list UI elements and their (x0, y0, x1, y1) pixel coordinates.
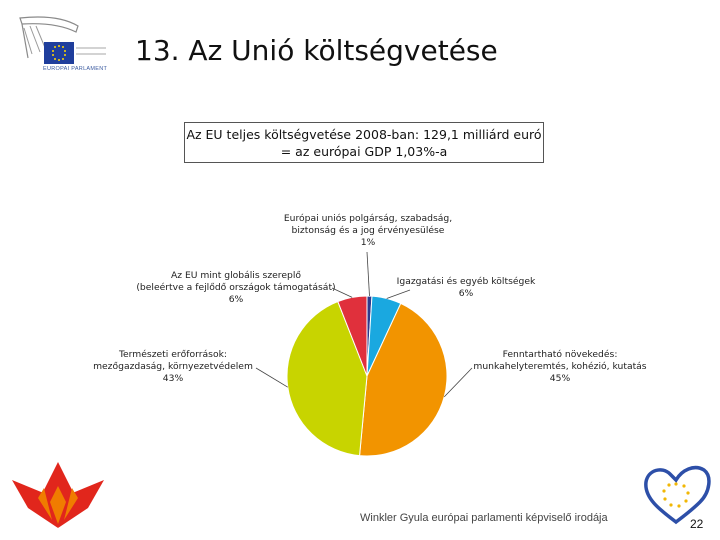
slice-label-administration: Igazgatási és egyéb költségek 6% (396, 276, 536, 299)
slice-label-natural-resources: Természeti erőforrások: mezőgazdaság, környezetvédelem 43% (93, 349, 253, 384)
slice-label-sustainable-growth: Fenntartható növekedés: munkahelyteremtés, kohézió, kutatás 45% (473, 349, 647, 384)
leader-line-citizenship (367, 252, 369, 296)
slice-label-citizenship: Európai uniós polgárság, szabadság, biztonság és a jog érvényesülése 1% (283, 213, 453, 248)
leader-line-natural-resources (256, 368, 288, 387)
page-number: 22 (690, 517, 704, 531)
red-flower-logo (8, 458, 108, 530)
info-line-1: Az EU teljes költségvetése 2008-ban: 129,1 milliárd euró (186, 127, 542, 142)
logo-caption: EUROPAI PARLAMENT (43, 66, 108, 72)
info-line-2: = az európai GDP 1,03%-a (280, 144, 448, 159)
leader-line-sustainable-growth (444, 368, 472, 397)
slice-label-global-player: Az EU mint globális szereplő (beleértve a fejlődő országok támogatását) 6% (136, 270, 336, 305)
footer-text: Winkler Gyula európai parlamenti képviselő irodája (360, 512, 608, 524)
page-title: 13. Az Unió költségvetése (135, 34, 498, 67)
